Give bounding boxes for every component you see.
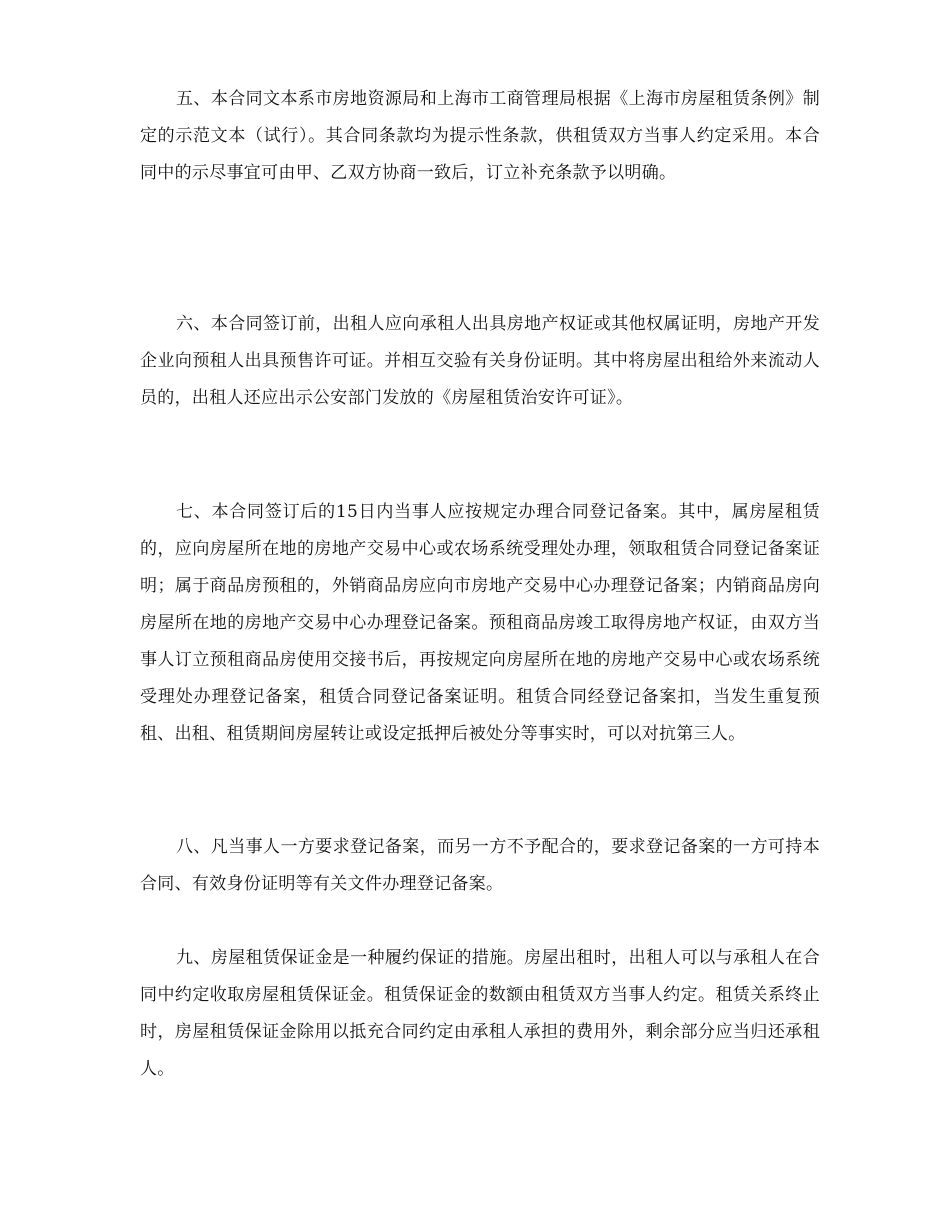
paragraph-clause-6: 六、本合同签订前，出租人应向承租人出具房地产权证或其他权属证明，房地产开发企业向预租人出具预售许可证。并相互交验有关身份证明。其中将房屋出租给外来流动人员的，出租人还应出示公安部门发放的《房屋租赁治安许可证》。	[140, 314, 820, 408]
paragraph-clause-5: 五、本合同文本系市房地资源局和上海市工商管理局根据《上海市房屋租赁条例》制定的示范文本（试行）。其合同条款均为提示性条款，供租赁双方当事人约定采用。本合同中的示尽事宜可由甲、乙双方协商一致后，订立补充条款予以明确。	[140, 89, 820, 183]
paragraph-clause-9: 九、房屋租赁保证金是一种履约保证的措施。房屋出租时，出租人可以与承租人在合同中约定收取房屋租赁保证金。租赁保证金的数额由租赁双方当事人约定。租赁关系终止时，房屋租赁保证金除用以抵充合同约定由承租人承担的费用外，剩余部分应当归还承租人。	[140, 948, 820, 1079]
paragraph-clause-8: 八、凡当事人一方要求登记备案，而另一方不予配合的，要求登记备案的一方可持本合同、有效身份证明等有关文件办理登记备案。	[140, 837, 820, 894]
paragraph-clause-7: 七、本合同签订后的15日内当事人应按规定办理合同登记备案。其中，属房屋租赁的，应向房屋所在地的房地产交易中心或农场系统受理处办理，领取租赁合同登记备案证明；属于商品房预租的，外销商品房应向市房地产交易中心办理登记备案；内销商品房向房屋所在地的房地产交易中心办理登记备案。预租商品房竣工取得房地产权证，由双方当事人订立预租商品房使用交接书后，再按规定向房屋所在地的房地产交易中心或农场系统受理处办理登记备案，租赁合同登记备案证明。租赁合同经登记备案扣，当发生重复预租、出租、租赁期间房屋转让或设定抵押后被处分等事实时，可以对抗第三人。	[140, 502, 820, 744]
